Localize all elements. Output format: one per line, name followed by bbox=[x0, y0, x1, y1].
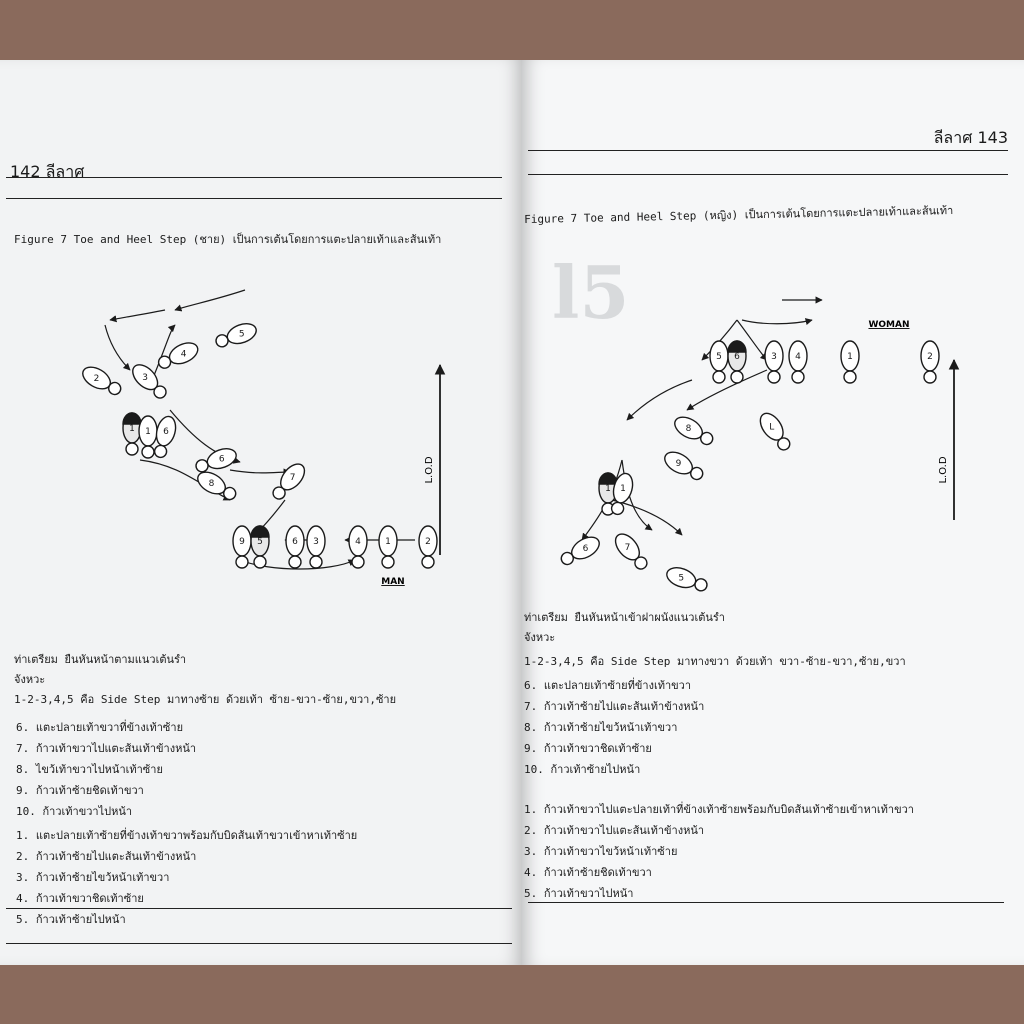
footprint bbox=[193, 445, 239, 476]
step-line: 7. ก้าวเท้าซ้ายไปแตะส้นเท้าข้างหน้า bbox=[524, 700, 705, 713]
step-line: 6. แตะปลายเท้าขวาที่ข้างเท้าซ้าย bbox=[16, 721, 184, 734]
footprint-label: 2 bbox=[927, 352, 933, 362]
footprint bbox=[233, 526, 251, 568]
footprint-label: 7 bbox=[289, 472, 296, 483]
footprint-label: 6 bbox=[292, 537, 298, 547]
footprint-label: 1 bbox=[129, 424, 135, 434]
footprint-label: 1 bbox=[145, 427, 151, 437]
footprint bbox=[349, 526, 367, 568]
step-line: 7. ก้าวเท้าขวาไปแตะส้นเท้าข้างหน้า bbox=[16, 742, 197, 755]
footprint-label: 4 bbox=[180, 349, 187, 360]
left-page-header: 142 ลีลาศ bbox=[10, 162, 85, 181]
step-line: 9. ก้าวเท้าซ้ายชิดเท้าขวา bbox=[16, 784, 144, 797]
step-line: 3. ก้าวเท้าซ้ายไขว้หน้าเท้าขวา bbox=[16, 871, 170, 884]
footprint-label: 3 bbox=[313, 537, 319, 547]
footprint bbox=[79, 363, 124, 400]
right-page-header: ลีลาศ 143 bbox=[933, 128, 1008, 147]
right-preparation: ท่าเตรียม ยืนหันหน้าเข้าฝาผนังแนวเต้นรำ bbox=[524, 611, 725, 624]
left-step-diagram bbox=[0, 200, 522, 600]
step-line: 1. ก้าวเท้าขวาไปแตะปลายเท้าที่ข้างเท้าซ้ายพร้อมกับบิดส้นเท้าซ้ายเข้าหาเท้าขวา bbox=[524, 803, 914, 816]
step-line: 2. ก้าวเท้าขวาไปแตะส้นเท้าข้างหน้า bbox=[524, 824, 705, 837]
footprint-label: 9 bbox=[675, 459, 682, 469]
footprint-label: 2 bbox=[93, 374, 100, 384]
left-footer-rule-1 bbox=[6, 908, 512, 909]
footprint-label: 9 bbox=[239, 537, 245, 547]
step-line: 1. แตะปลายเท้าซ้ายที่ข้างเท้าขวาพร้อมกับบิดส้นเท้าขวาเข้าหาเท้าซ้าย bbox=[16, 829, 358, 842]
path-line bbox=[687, 370, 767, 410]
step-line: 10. ก้าวเท้าขวาไปหน้า bbox=[16, 805, 133, 818]
footprint bbox=[251, 526, 269, 568]
footprint-label: 5 bbox=[257, 537, 263, 547]
footprint-label: 4 bbox=[795, 352, 801, 362]
footprint bbox=[307, 526, 325, 568]
footprint-label: 3 bbox=[771, 352, 777, 362]
right-figure-caption: Figure 7 Toe and Heel Step (หญิง) เป็นการเต้นโดยการแตะปลายเท้าและส้นเท้า bbox=[524, 204, 954, 226]
right-sequence: 1-2-3,4,5 คือ Side Step มาทางขวา ด้วยเท้า ขวา-ซ้าย-ขวา,ซ้าย,ขวา bbox=[524, 655, 906, 668]
footprint bbox=[286, 526, 304, 568]
footprint bbox=[664, 564, 710, 595]
footprint-label: 3 bbox=[142, 373, 149, 384]
footprint-label: 8 bbox=[208, 479, 215, 489]
path-line bbox=[175, 290, 245, 310]
step-line: 10. ก้าวเท้าซ้ายไปหน้า bbox=[524, 763, 641, 776]
footprint-label: 4 bbox=[355, 537, 361, 547]
footprint-label: 5 bbox=[678, 573, 685, 584]
footprint-label: 2 bbox=[425, 537, 431, 547]
left-footer-rule-2 bbox=[6, 943, 512, 944]
footprint bbox=[728, 341, 746, 383]
path-line bbox=[230, 470, 290, 473]
left-preparation: ท่าเตรียม ยืนหันหน้าตามแนวเต้นรำ bbox=[14, 653, 187, 666]
right-step-diagram bbox=[522, 260, 1024, 620]
footprint-label: 1 bbox=[847, 352, 853, 362]
footprint-label: 6 bbox=[163, 427, 169, 438]
footprint bbox=[194, 468, 239, 505]
left-figure-caption: Figure 7 Toe and Heel Step (ชาย) เป็นการเต้นโดยการแตะปลายเท้าและส้นเท้า bbox=[14, 233, 442, 246]
step-line: 5. ก้าวเท้าซ้ายไปหน้า bbox=[16, 913, 126, 926]
footprint bbox=[661, 448, 706, 485]
footprint bbox=[379, 526, 397, 568]
woman-label: WOMAN bbox=[868, 320, 910, 330]
footprint-label: 5 bbox=[716, 352, 722, 362]
step-line: 8. ก้าวเท้าซ้ายไขว้หน้าเท้าขวา bbox=[524, 721, 678, 734]
right-footer-rule bbox=[528, 902, 1004, 903]
step-line: 5. ก้าวเท้าขวาไปหน้า bbox=[524, 887, 634, 900]
left-sequence: 1-2-3,4,5 คือ Side Step มาทางซ้าย ด้วยเท้า ซ้าย-ขวา-ซ้าย,ขวา,ซ้าย bbox=[14, 693, 397, 706]
footprint bbox=[671, 413, 716, 450]
footprint bbox=[710, 341, 728, 383]
step-line: 9. ก้าวเท้าขวาชิดเท้าซ้าย bbox=[524, 742, 652, 755]
left-header-rule-2 bbox=[6, 198, 502, 199]
path-line bbox=[742, 320, 812, 324]
path-line bbox=[110, 310, 165, 320]
footprint bbox=[419, 526, 437, 568]
footprint-label: L bbox=[769, 422, 775, 433]
footprint bbox=[611, 530, 652, 574]
lod-label: L.O.D bbox=[424, 456, 435, 484]
path-line bbox=[627, 380, 692, 420]
footprint-label: 1 bbox=[385, 537, 391, 547]
left-page bbox=[0, 60, 522, 965]
step-line: 4. ก้าวเท้าซ้ายชิดเท้าขวา bbox=[524, 866, 652, 879]
footprint bbox=[841, 341, 859, 383]
footprint bbox=[123, 413, 141, 455]
footprint bbox=[789, 341, 807, 383]
step-line: 4. ก้าวเท้าขวาชิดเท้าซ้าย bbox=[16, 892, 144, 905]
step-line: 6. แตะปลายเท้าซ้ายที่ข้างเท้าขวา bbox=[524, 679, 692, 692]
footprint-label: 6 bbox=[218, 454, 225, 465]
step-line: 3. ก้าวเท้าขวาไขว้หน้าเท้าซ้าย bbox=[524, 845, 678, 858]
footprint-label: 8 bbox=[685, 424, 692, 434]
footprint-label: 6 bbox=[734, 352, 740, 362]
footprint bbox=[756, 409, 795, 454]
footprint-label: 1 bbox=[620, 484, 626, 495]
left-header-rule-1 bbox=[6, 177, 502, 178]
bleed-through-mark: l5 bbox=[552, 250, 630, 335]
right-rhythm-label: จังหวะ bbox=[524, 631, 556, 644]
footprint-label: 5 bbox=[238, 329, 245, 340]
right-page bbox=[522, 60, 1024, 965]
footprint bbox=[921, 341, 939, 383]
footprint-label: 7 bbox=[624, 542, 631, 553]
right-header-rule-2 bbox=[528, 174, 1008, 175]
man-label: MAN bbox=[381, 577, 405, 587]
left-rhythm-label: จังหวะ bbox=[14, 673, 46, 686]
footprint bbox=[268, 460, 309, 504]
footprint bbox=[765, 341, 783, 383]
step-line: 8. ไขว้เท้าขวาไปหน้าเท้าซ้าย bbox=[16, 763, 163, 776]
footprint-label: 1 bbox=[605, 484, 611, 494]
path-line bbox=[105, 325, 130, 370]
footprint-label: 6 bbox=[582, 544, 589, 554]
footprint bbox=[213, 320, 259, 351]
right-header-rule-1 bbox=[528, 150, 1008, 151]
footprint bbox=[558, 533, 603, 570]
step-line: 2. ก้าวเท้าซ้ายไปแตะส้นเท้าข้างหน้า bbox=[16, 850, 197, 863]
lod-label: L.O.D bbox=[938, 456, 949, 484]
